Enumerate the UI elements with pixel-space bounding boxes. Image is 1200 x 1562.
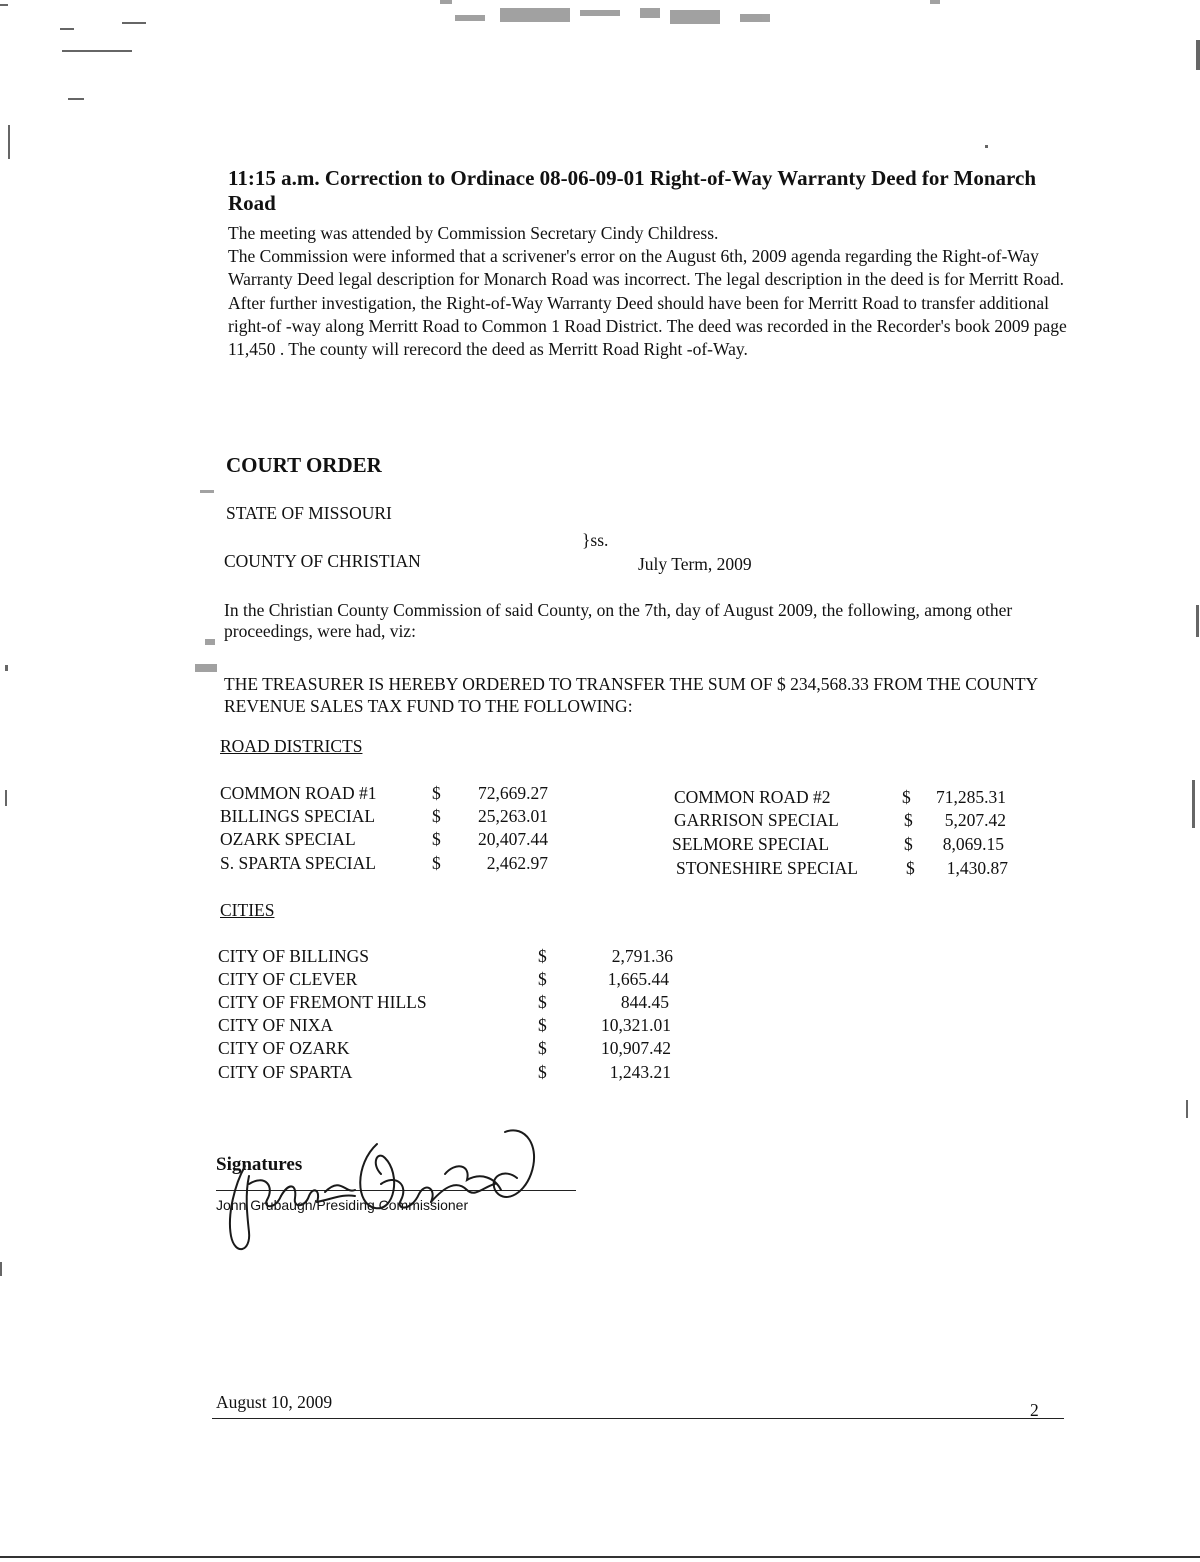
transfer-order: THE TREASURER IS HEREBY ORDERED TO TRANSFER THE SUM OF $ 234,568.33 FROM THE COUNTY REVENUE SALES TAX FUND TO THE FOLLOWING:: [224, 674, 1038, 716]
city-currency: $: [538, 1015, 547, 1035]
table-row: [218, 946, 673, 968]
table-row: [218, 1062, 673, 1084]
district-name: S. SPARTA SPECIAL: [220, 853, 376, 873]
order-intro: In the Christian County Commission of said County, on the 7th, day of August 2009, the following, among other proceedings, were had, viz:: [224, 600, 1013, 641]
city-amount: 10,907.42: [601, 1038, 671, 1058]
cities-heading: CITIES: [220, 900, 275, 920]
table-row: [220, 783, 560, 805]
district-amount: 25,263.01: [478, 806, 548, 826]
district-amount: 1,430.87: [946, 858, 1008, 878]
city-amount: 2,791.36: [611, 946, 673, 966]
scan-bottom-edge: [0, 1556, 1200, 1558]
city-amount: 10,321.01: [601, 1015, 671, 1035]
state-label: STATE OF MISSOURI: [226, 503, 392, 523]
signature-caption: John Grubaugh/Presiding Commissioner: [216, 1197, 469, 1213]
table-row: [220, 806, 560, 828]
table-row: [672, 834, 1014, 856]
footer-date: August 10, 2009: [216, 1392, 333, 1412]
table-row: [676, 858, 1016, 880]
city-name: CITY OF NIXA: [218, 1015, 334, 1035]
district-name: COMMON ROAD #2: [674, 787, 831, 807]
district-currency: $: [906, 858, 915, 878]
correction-paragraph: The Commission were informed that a scrivener's error on the August 6th, 2009 agenda regarding the Right-of-Way Warranty Deed legal description for Monarch Road was incorrect. The legal description in the deed is for Merritt Road. After further investigation, the Right-of-Way Warranty Deed should have been for Merritt Road to transfer additional right-of -way along Merritt Road to Common 1 Road District. The deed was recorded in the Recorder's book 2009 page 11,450 . The county will rerecord the deed as Merritt Road Right -of-Way.: [228, 246, 1067, 360]
district-amount: 72,669.27: [478, 783, 548, 803]
district-amount: 2,462.97: [486, 853, 548, 873]
city-name: CITY OF SPARTA: [218, 1062, 353, 1082]
district-name: BILLINGS SPECIAL: [220, 806, 376, 826]
table-row: [218, 1038, 673, 1060]
table-row: [220, 829, 560, 851]
district-name: COMMON ROAD #1: [220, 783, 377, 803]
road-districts-heading: ROAD DISTRICTS: [220, 736, 363, 756]
table-row: [218, 1015, 673, 1037]
section-heading: 11:15 a.m. Correction to Ordinace 08-06-09-01 Right-of-Way Warranty Deed for Monarch Road: [228, 166, 1036, 215]
attendance-paragraph: The meeting was attended by Commission Secretary Cindy Childress.: [228, 223, 719, 243]
city-currency: $: [538, 1038, 547, 1058]
district-amount: 71,285.31: [936, 787, 1006, 807]
district-currency: $: [904, 834, 913, 854]
city-currency: $: [538, 1062, 547, 1082]
table-row: [218, 992, 673, 1014]
signatures-label: Signatures: [216, 1154, 303, 1175]
district-currency: $: [432, 829, 441, 849]
district-currency: $: [904, 810, 913, 830]
district-currency: $: [432, 853, 441, 873]
district-currency: $: [432, 806, 441, 826]
page-number: 2: [1030, 1400, 1039, 1420]
district-name: GARRISON SPECIAL: [674, 810, 839, 830]
footer-rule: [212, 1418, 1064, 1419]
city-name: CITY OF BILLINGS: [218, 946, 370, 966]
district-name: SELMORE SPECIAL: [672, 834, 830, 854]
district-amount: 20,407.44: [478, 829, 548, 849]
city-amount: 1,665.44: [607, 969, 669, 989]
table-row: [218, 969, 673, 991]
city-currency: $: [538, 969, 547, 989]
district-name: STONESHIRE SPECIAL: [676, 858, 858, 878]
table-row: [220, 853, 560, 875]
ss-mark: }ss.: [582, 530, 609, 550]
district-currency: $: [902, 787, 911, 807]
city-currency: $: [538, 992, 547, 1012]
district-amount: 5,207.42: [944, 810, 1006, 830]
city-amount: 844.45: [620, 992, 669, 1012]
city-name: CITY OF OZARK: [218, 1038, 350, 1058]
city-name: CITY OF FREMONT HILLS: [218, 992, 427, 1012]
district-amount: 8,069.15: [942, 834, 1004, 854]
term-label: July Term, 2009: [638, 554, 752, 574]
city-amount: 1,243.21: [609, 1062, 671, 1082]
table-row: [674, 787, 1014, 809]
city-currency: $: [538, 946, 547, 966]
section-body: [228, 222, 1088, 361]
county-label: COUNTY OF CHRISTIAN: [224, 551, 421, 571]
district-currency: $: [432, 783, 441, 803]
city-name: CITY OF CLEVER: [218, 969, 358, 989]
district-name: OZARK SPECIAL: [220, 829, 356, 849]
court-order-title: COURT ORDER: [226, 453, 382, 477]
handwritten-signature: [205, 1124, 565, 1264]
table-row: [674, 810, 1014, 832]
